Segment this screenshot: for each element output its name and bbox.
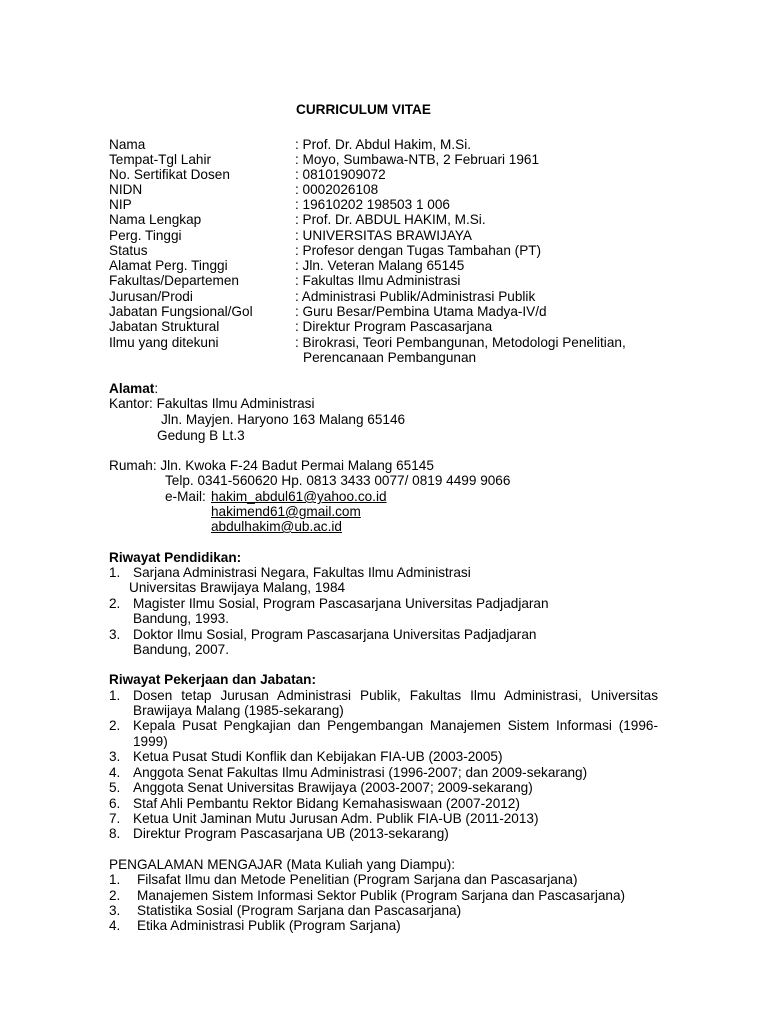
phone-line: Telp. 0341-560620 Hp. 0813 3433 0077/ 0819 4499 9066: [165, 473, 511, 488]
profile-value: : Direktur Program Pascasarjana: [295, 319, 493, 334]
profile-value: : Prof. Dr. Abdul Hakim, M.Si.: [295, 137, 472, 152]
profile-label: Jurusan/Prodi: [109, 289, 193, 304]
office-line: Kantor: Fakultas Ilmu Administrasi: [109, 396, 315, 411]
profile-value: : Guru Besar/Pembina Utama Madya-IV/d: [295, 304, 547, 319]
profile-value-continuation: Perencanaan Pembangunan: [303, 350, 477, 365]
list-item: Anggota Senat Fakultas Ilmu Administrasi (1996-2007; dan 2009-sekarang): [133, 765, 588, 780]
list-item: Magister Ilmu Sosial, Program Pascasarjana Universitas Padjadjaran: [133, 596, 549, 611]
profile-label: NIDN: [109, 182, 143, 197]
list-item-continuation: 1999): [133, 734, 168, 749]
profile-label: Jabatan Struktural: [109, 319, 220, 334]
list-item-continuation: Bandung, 1993.: [133, 611, 229, 626]
list-item: Ketua Pusat Studi Konflik dan Kebijakan FIA-UB (2003-2005): [133, 749, 503, 764]
career-heading: Riwayat Pekerjaan dan Jabatan:: [109, 672, 317, 687]
page-title: CURRICULUM VITAE: [296, 102, 431, 117]
profile-label: No. Sertifikat Dosen: [109, 167, 230, 182]
profile-label: NIP: [109, 197, 132, 212]
list-item: Etika Administrasi Publik (Program Sarjana): [137, 918, 401, 933]
list-number: 2.: [109, 888, 121, 903]
list-number: 2.: [109, 718, 121, 733]
list-number: 3.: [109, 903, 121, 918]
list-number: 1.: [109, 872, 121, 887]
email-label: e-Mail:: [165, 489, 206, 504]
profile-value: : Administrasi Publik/Administrasi Publik: [295, 289, 536, 304]
profile-value: : 19610202 198503 1 006: [295, 197, 450, 212]
profile-label: Nama Lengkap: [109, 212, 202, 227]
address-heading: [109, 381, 158, 396]
profile-value: : Jln. Veteran Malang 65145: [295, 258, 465, 273]
profile-label: Jabatan Fungsional/Gol: [109, 304, 253, 319]
address-heading-text: Alamat: [109, 381, 155, 396]
office-building: Gedung B Lt.3: [157, 428, 245, 443]
teaching-heading: PENGALAMAN MENGAJAR (Mata Kuliah yang Diampu):: [109, 857, 455, 872]
list-item: Dosen tetap Jurusan Administrasi Publik, Fakultas Ilmu Administrasi, Universitas: [133, 688, 658, 703]
email-link[interactable]: hakimend61@gmail.com: [211, 504, 361, 519]
profile-label: Status: [109, 243, 148, 258]
list-item: Sarjana Administrasi Negara, Fakultas Ilmu Administrasi: [133, 565, 471, 580]
list-number: 7.: [109, 811, 121, 826]
list-item-continuation: Universitas Brawijaya Malang, 1984: [129, 580, 346, 595]
profile-value: : UNIVERSITAS BRAWIJAYA: [295, 228, 472, 243]
list-number: 4.: [109, 918, 121, 933]
profile-value: : Moyo, Sumbawa-NTB, 2 Februari 1961: [295, 152, 540, 167]
list-item: Anggota Senat Universitas Brawijaya (2003-2007; 2009-sekarang): [133, 780, 533, 795]
list-item: Manajemen Sistem Informasi Sektor Publik (Program Sarjana dan Pascasarjana): [137, 888, 626, 903]
list-number: 8.: [109, 826, 121, 841]
list-number: 5.: [109, 780, 121, 795]
profile-label: Nama: [109, 137, 146, 152]
profile-value: : Birokrasi, Teori Pembangunan, Metodologi Penelitian,: [295, 335, 626, 350]
address-heading-colon: :: [154, 381, 159, 396]
profile-label: Alamat Perg. Tinggi: [109, 258, 228, 273]
profile-label: Tempat-Tgl Lahir: [109, 152, 211, 167]
list-item: Direktur Program Pascasarjana UB (2013-sekarang): [133, 826, 449, 841]
profile-value: : 08101909072: [295, 167, 386, 182]
list-item: Statistika Sosial (Program Sarjana dan Pascasarjana): [137, 903, 462, 918]
list-number: 4.: [109, 765, 121, 780]
list-item-continuation: Brawijaya Malang (1985-sekarang): [133, 703, 344, 718]
profile-value: : Fakultas Ilmu Administrasi: [295, 273, 461, 288]
list-item: Filsafat Ilmu dan Metode Penelitian (Program Sarjana dan Pascasarjana): [137, 872, 578, 887]
list-number: 1.: [109, 688, 121, 703]
profile-value: : Profesor dengan Tugas Tambahan (PT): [295, 243, 542, 258]
home-line: Rumah: Jln. Kwoka F-24 Badut Permai Malang 65145: [109, 458, 434, 473]
office-street: Jln. Mayjen. Haryono 163 Malang 65146: [161, 412, 406, 427]
list-number: 3.: [109, 749, 121, 764]
profile-value: : 0002026108: [295, 182, 379, 197]
list-item: Ketua Unit Jaminan Mutu Jurusan Adm. Publik FIA-UB (2011-2013): [133, 811, 539, 826]
profile-value: : Prof. Dr. ABDUL HAKIM, M.Si.: [295, 212, 486, 227]
profile-label: Fakultas/Departemen: [109, 273, 239, 288]
profile-label: Perg. Tinggi: [109, 228, 182, 243]
list-item: Doktor Ilmu Sosial, Program Pascasarjana Universitas Padjadjaran: [133, 627, 537, 642]
list-number: 1.: [109, 565, 121, 580]
email-link[interactable]: hakim_abdul61@yahoo.co.id: [211, 489, 387, 504]
email-link[interactable]: abdulhakim@ub.ac.id: [211, 519, 342, 534]
list-number: 2.: [109, 596, 121, 611]
education-heading: Riwayat Pendidikan:: [109, 550, 242, 565]
list-number: 6.: [109, 796, 121, 811]
list-number: 3.: [109, 627, 121, 642]
list-item: Kepala Pusat Pengkajian dan Pengembangan Manajemen Sistem Informasi (1996-: [133, 718, 658, 733]
list-item-continuation: Bandung, 2007.: [133, 642, 229, 657]
list-item: Staf Ahli Pembantu Rektor Bidang Kemahasiswaan (2007-2012): [133, 796, 520, 811]
profile-label: Ilmu yang ditekuni: [109, 335, 219, 350]
